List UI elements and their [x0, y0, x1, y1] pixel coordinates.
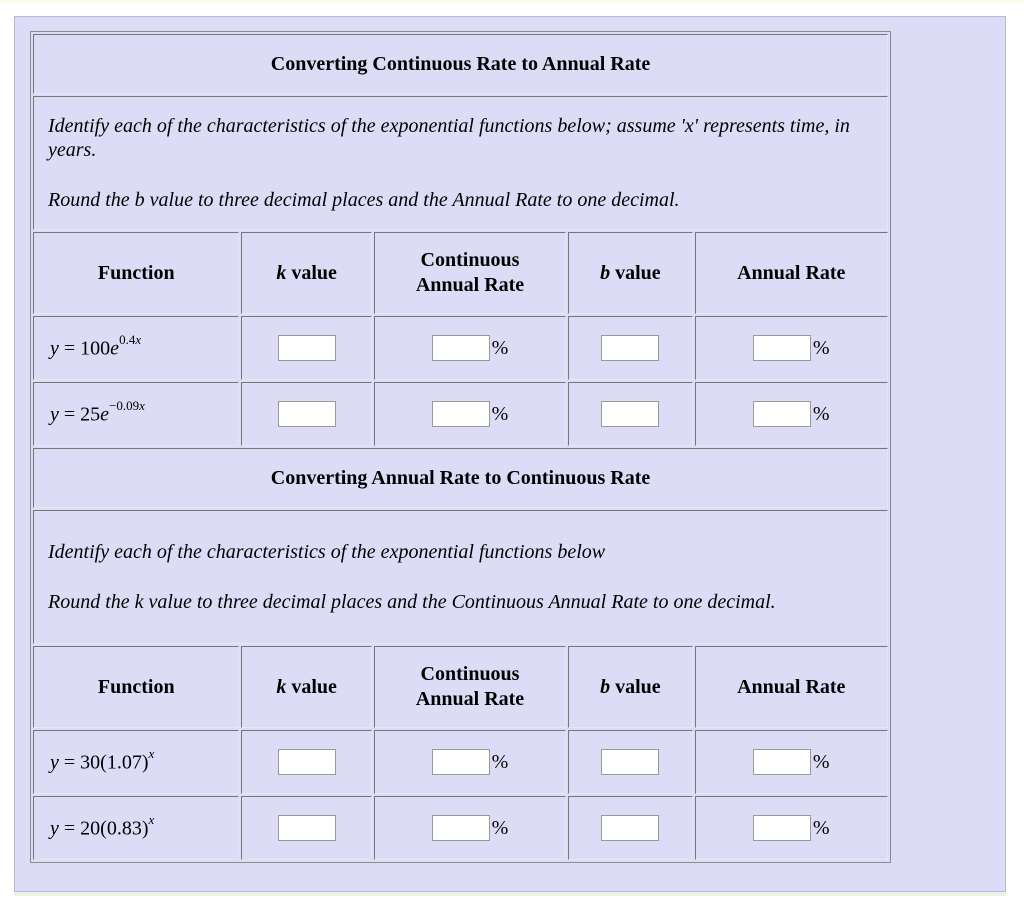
percent-label: %: [812, 816, 830, 839]
header-function: Function: [33, 646, 239, 728]
top-border-line: [0, 0, 1024, 2]
percent-label: %: [491, 402, 509, 425]
b-value-input-4[interactable]: [601, 815, 659, 841]
annual-rate-input-4[interactable]: [753, 815, 811, 841]
b-value-input-3[interactable]: [601, 749, 659, 775]
question-table: [30, 31, 891, 863]
percent-label: %: [491, 336, 509, 359]
header-annual-rate: Annual Rate: [695, 646, 888, 728]
section2-instruction-1: Identify each of the characteristics of the exponential functions below: [48, 541, 606, 563]
continuous-rate-input-2[interactable]: [432, 401, 490, 427]
header-annual-rate: Annual Rate: [695, 232, 888, 314]
k-value-input-1[interactable]: [278, 335, 336, 361]
annual-rate-input-1[interactable]: [753, 335, 811, 361]
percent-label: %: [812, 336, 830, 359]
continuous-rate-input-3[interactable]: [432, 749, 490, 775]
b-value-input-1[interactable]: [601, 335, 659, 361]
section1-instruction-1: Identify each of the characteristics of the exponential functions below; assume 'x' represents time, in years.: [48, 115, 850, 161]
section2-title: Converting Annual Rate to Continuous Rate: [33, 448, 888, 508]
continuous-rate-input-1[interactable]: [432, 335, 490, 361]
header-k-value: k value: [241, 232, 371, 314]
section2-instructions: [33, 510, 888, 644]
k-value-input-3[interactable]: [278, 749, 336, 775]
function-cell: $y = 25e^{-0.09x}$: [33, 382, 239, 446]
function-cell: $y = 30(1.07)^x$: [33, 730, 239, 794]
percent-label: %: [491, 816, 509, 839]
section2-instruction-2: Round the k value to three decimal places and the Continuous Annual Rate to one decimal.: [48, 591, 776, 613]
percent-label: %: [812, 402, 830, 425]
header-function: Function: [33, 232, 239, 314]
section1-instruction-2: Round the b value to three decimal places and the Annual Rate to one decimal.: [48, 189, 680, 211]
continuous-rate-input-4[interactable]: [432, 815, 490, 841]
annual-rate-input-3[interactable]: [753, 749, 811, 775]
header-b-value: b value: [568, 646, 692, 728]
percent-label: %: [491, 750, 509, 773]
header-k-value: k value: [241, 646, 371, 728]
header-continuous-annual-rate: Continuous Annual Rate: [374, 232, 566, 314]
header-b-value: b value: [568, 232, 692, 314]
section1-title: Converting Continuous Rate to Annual Rate: [33, 34, 888, 94]
k-value-input-2[interactable]: [278, 401, 336, 427]
function-cell: $y = 20(0.83)^x$: [33, 796, 239, 860]
k-value-input-4[interactable]: [278, 815, 336, 841]
bottom-border-line: [14, 892, 1006, 896]
b-value-input-2[interactable]: [601, 401, 659, 427]
annual-rate-input-2[interactable]: [753, 401, 811, 427]
percent-label: %: [812, 750, 830, 773]
header-continuous-annual-rate: Continuous Annual Rate: [374, 646, 566, 728]
section1-instructions: [33, 96, 888, 230]
function-cell: $y = 100e^{0.4x}$: [33, 316, 239, 380]
